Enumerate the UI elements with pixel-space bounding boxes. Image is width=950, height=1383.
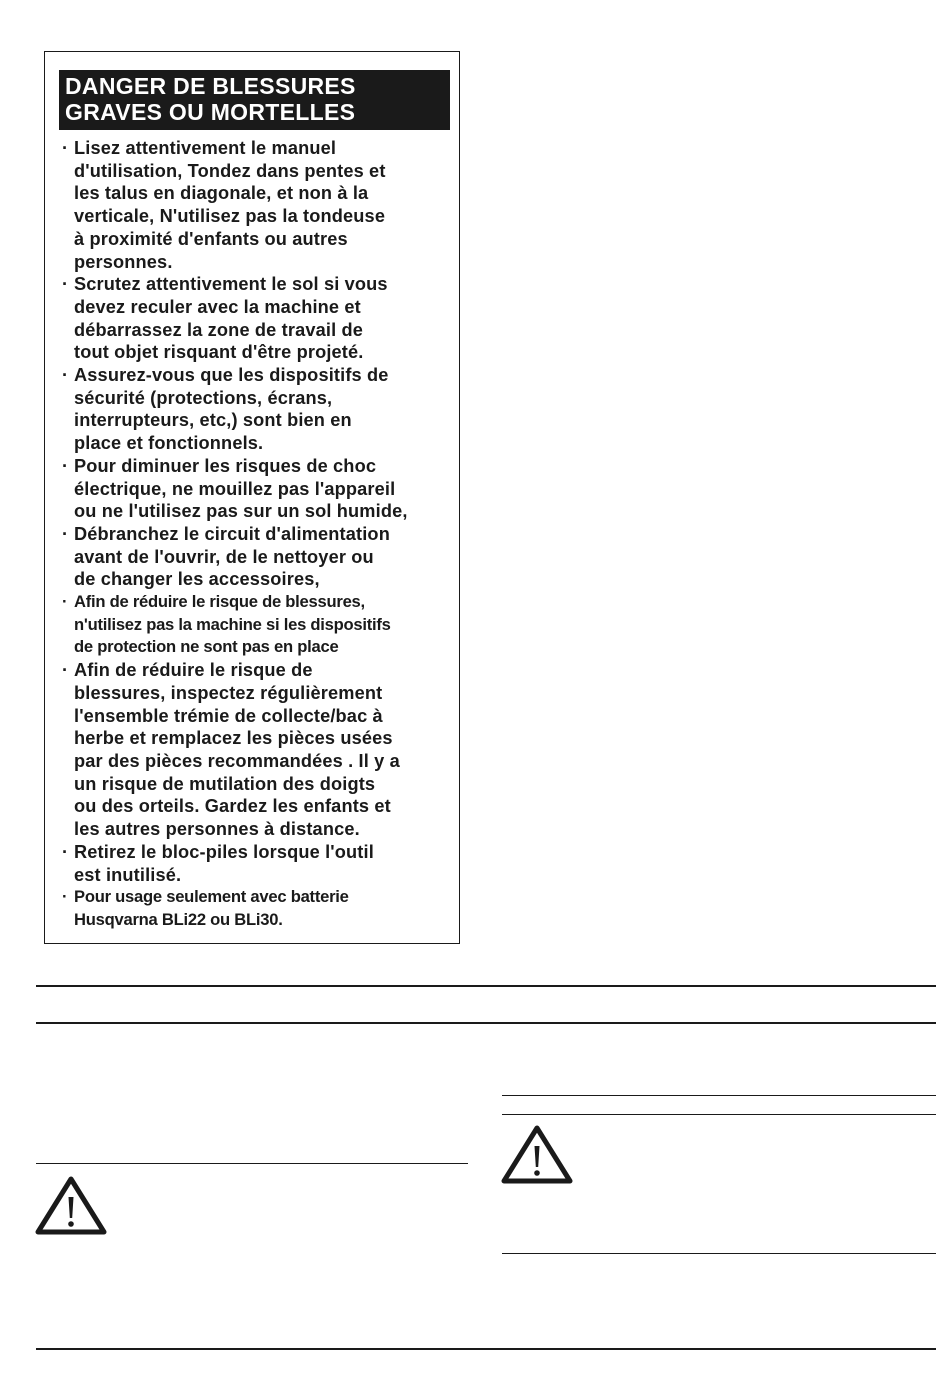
- column-rule: [502, 1095, 936, 1096]
- instruction-line: blessures, inspectez régulièrement: [74, 682, 383, 703]
- instruction-line: sécurité (protections, écrans,: [74, 387, 333, 408]
- bullet: ·: [62, 455, 69, 476]
- section-rule: [36, 985, 936, 987]
- danger-instruction-item: [62, 137, 457, 273]
- instruction-line: ou ne l'utilisez pas sur un sol humide,: [74, 501, 408, 522]
- instruction-line: Assurez-vous que les dispositifs de: [74, 365, 389, 386]
- bullet: ·: [62, 274, 69, 295]
- warning-triangle-icon: [500, 1123, 574, 1185]
- danger-header-line-2: GRAVES OU MORTELLES: [65, 99, 356, 125]
- instruction-line: verticale, N'utilisez pas la tondeuse: [74, 206, 386, 227]
- column-rule: [36, 1163, 468, 1164]
- instruction-line: de changer les accessoires,: [74, 569, 320, 590]
- danger-header-line-1: DANGER DE BLESSURES: [65, 73, 356, 99]
- danger-instruction-item: [62, 273, 457, 364]
- instruction-line: un risque de mutilation des doigts: [74, 773, 376, 794]
- instruction-line: herbe et remplacez les pièces usées: [74, 728, 393, 749]
- section-rule: [36, 1022, 936, 1024]
- danger-instructions-list: [62, 137, 457, 932]
- instruction-line: d'utilisation, Tondez dans pentes et: [74, 160, 386, 181]
- bullet: ·: [62, 660, 69, 681]
- danger-instruction-item: [62, 886, 457, 931]
- instruction-line: Husqvarna BLi22 ou BLi30.: [74, 909, 283, 929]
- instruction-line: Retirez le bloc-piles lorsque l'outil: [74, 841, 374, 862]
- instruction-line: place et fonctionnels.: [74, 433, 264, 454]
- column-rule: [502, 1114, 936, 1115]
- danger-instruction-item: [62, 841, 457, 886]
- instruction-line: à proximité d'enfants ou autres: [74, 228, 348, 249]
- instruction-line: Afin de réduire le risque de blessures,: [74, 592, 365, 612]
- instruction-line: Pour diminuer les risques de choc: [74, 455, 377, 476]
- instruction-line: est inutilisé.: [74, 864, 182, 885]
- instruction-line: Lisez attentivement le manuel: [74, 138, 337, 158]
- danger-instruction-item: [62, 591, 457, 659]
- instruction-line: interrupteurs, etc,) sont bien en: [74, 410, 352, 431]
- bullet: ·: [62, 523, 69, 544]
- danger-instruction-item: [62, 455, 457, 523]
- danger-instruction-item: [62, 523, 457, 591]
- instruction-line: de protection ne sont pas en place: [74, 637, 339, 657]
- bullet: ·: [62, 841, 69, 862]
- instruction-line: Débranchez le circuit d'alimentation: [74, 523, 390, 544]
- instruction-line: Scrutez attentivement le sol si vous: [74, 274, 388, 295]
- instruction-line: l'ensemble trémie de collecte/bac à: [74, 705, 383, 726]
- instruction-line: débarrassez la zone de travail de: [74, 319, 364, 340]
- page-footer-rule: [36, 1348, 936, 1350]
- danger-instruction-item: [62, 364, 457, 455]
- instruction-line: n'utilisez pas la machine si les dispositifs: [74, 614, 391, 634]
- danger-instruction-item: [62, 659, 457, 841]
- instruction-line: les talus en diagonale, et non à la: [74, 183, 369, 204]
- instruction-line: Pour usage seulement avec batterie: [74, 887, 349, 907]
- instruction-line: Afin de réduire le risque de: [74, 660, 313, 681]
- instruction-line: électrique, ne mouillez pas l'appareil: [74, 478, 396, 499]
- warning-triangle-icon: [34, 1174, 108, 1236]
- instruction-line: ou des orteils. Gardez les enfants et: [74, 796, 391, 817]
- bullet: ·: [62, 592, 68, 612]
- danger-label: [44, 51, 460, 944]
- bullet: ·: [62, 887, 68, 907]
- column-rule: [502, 1253, 936, 1254]
- instruction-line: les autres personnes à distance.: [74, 819, 360, 840]
- instruction-line: par des pièces recommandées . Il y a: [74, 750, 400, 771]
- instruction-line: tout objet risquant d'être projeté.: [74, 342, 364, 363]
- instruction-line: avant de l'ouvrir, de le nettoyer ou: [74, 546, 374, 567]
- instruction-line: personnes.: [74, 251, 173, 272]
- bullet: ·: [62, 138, 69, 158]
- bullet: ·: [62, 365, 69, 386]
- danger-label-header: [59, 70, 450, 130]
- instruction-line: devez reculer avec la machine et: [74, 296, 361, 317]
